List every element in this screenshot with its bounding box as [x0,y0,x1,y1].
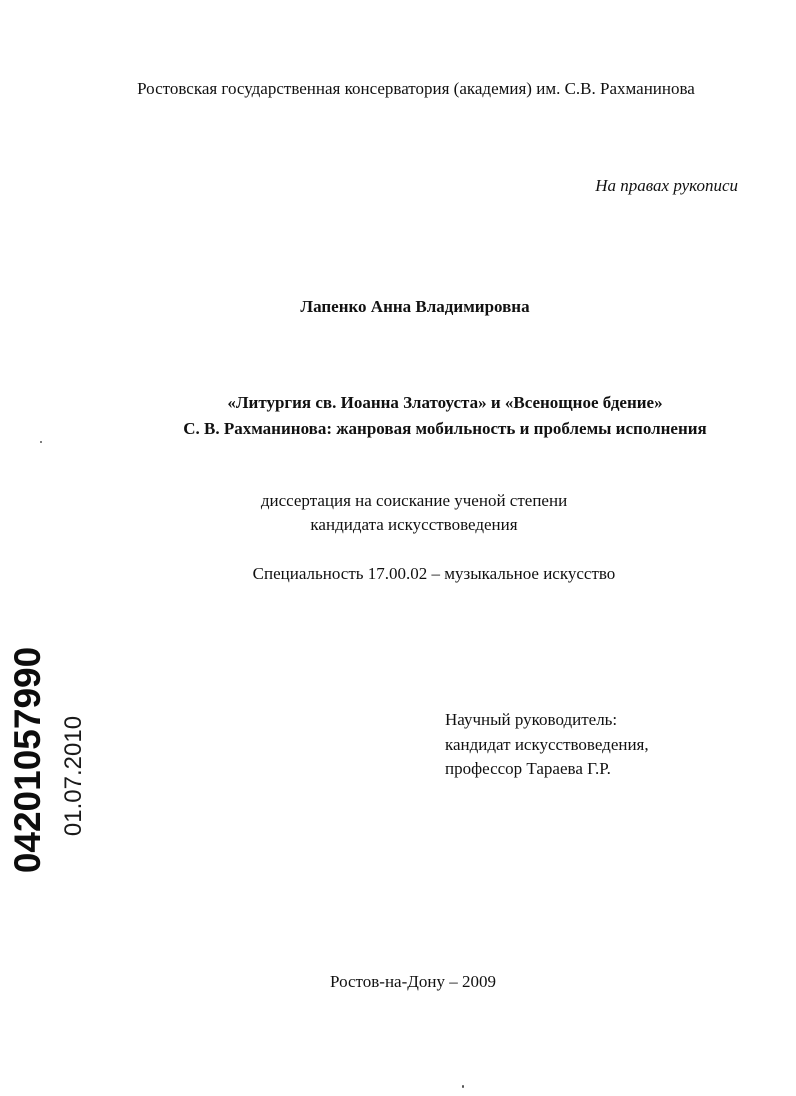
library-stamp-date: 01.07.2010 [60,715,87,837]
degree-line-1: диссертация на соискание ученой степени [260,491,568,510]
dissertation-title-line-1: «Литургия св. Иоанна Златоуста» и «Всенощное бдение» [227,393,663,412]
scan-speck [40,441,42,443]
supervisor-label: Научный руководитель: [445,710,618,729]
supervisor-degree: кандидат искусствоведения, [445,735,649,754]
author-name: Лапенко Анна Владимировна [300,297,530,316]
supervisor-name: профессор Тараева Г.Р. [445,759,611,778]
specialty: Специальность 17.00.02 – музыкальное искусство [252,564,616,583]
library-stamp-number: 04201057990 [7,646,48,874]
degree-line-2: кандидата искусствоведения [310,515,518,534]
scan-speck [462,1085,464,1088]
manuscript-note: На правах рукописи [595,176,738,195]
city-year: Ростов-на-Дону – 2009 [330,972,496,991]
institution-name: Ростовская государственная консерватория (академия) им. С.В. Рахманинова [137,79,695,98]
dissertation-title-line-2: С. В. Рахманинова: жанровая мобильность и проблемы исполнения [183,419,707,438]
